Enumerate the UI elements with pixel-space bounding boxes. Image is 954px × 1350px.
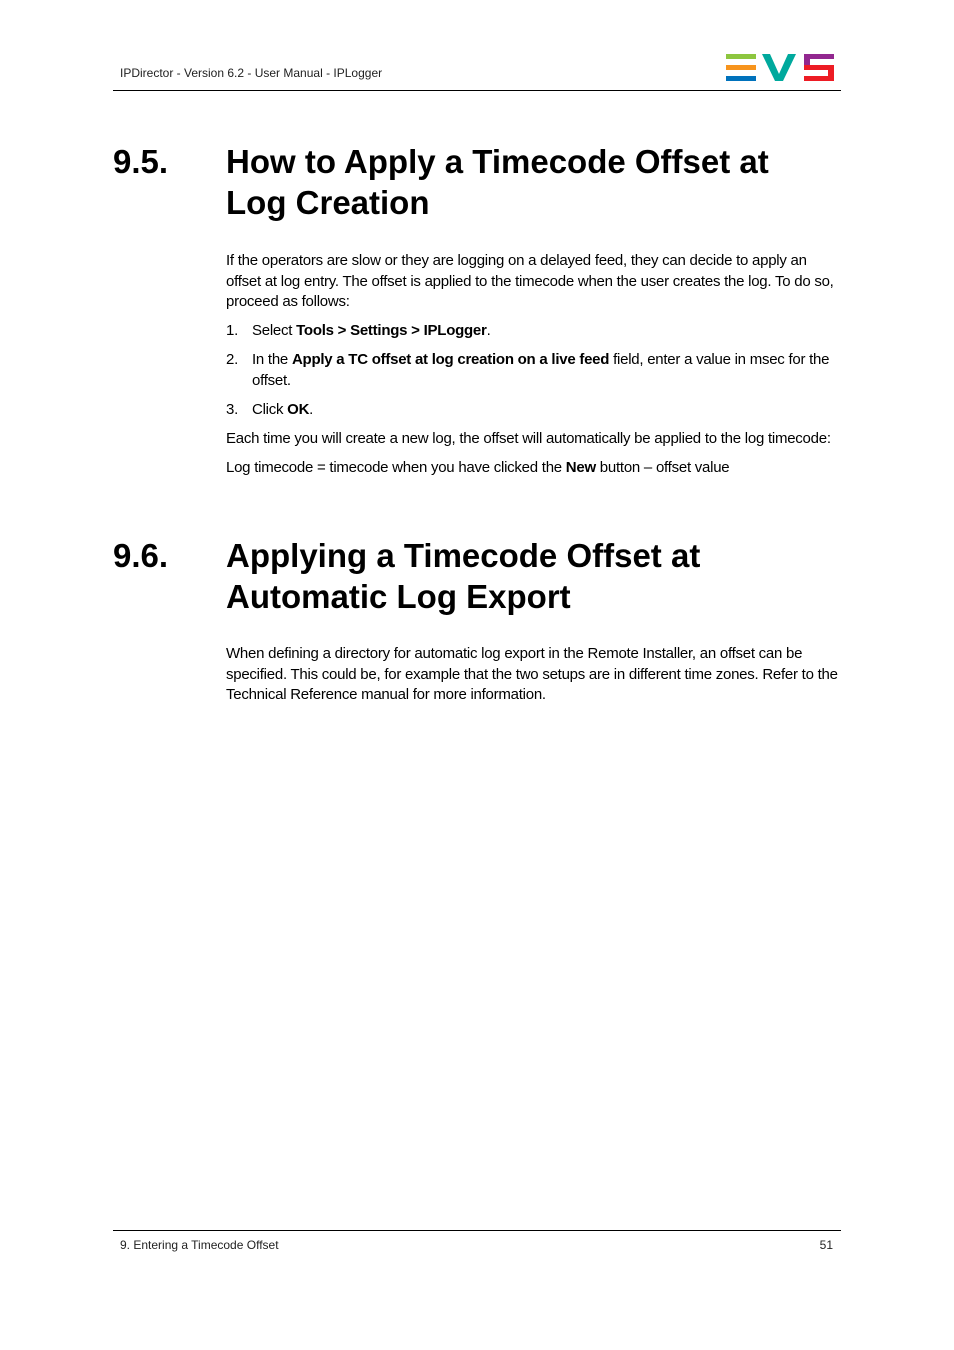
ui-path: Tools > Settings > IPLogger [296,322,487,339]
section-title [226,535,836,617]
list-item [226,400,842,421]
section-number: 9.6. [113,537,169,574]
section-title-line: Applying a Timecode Offset at [226,537,701,574]
section-body [226,251,842,487]
running-header: IPDirector - Version 6.2 - User Manual - IPLogger [120,66,383,80]
footer-chapter: 9. Entering a Timecode Offset [120,1238,279,1252]
procedure-steps [226,321,842,420]
step-text: Click [252,400,288,418]
page-number: 51 [819,1238,833,1252]
footer-divider [113,1230,841,1231]
section-title [226,141,836,223]
header-divider [113,90,841,91]
step-text: Select [252,322,297,339]
formula-text: Log timecode = timecode when you have clicked the [226,458,566,476]
section-title-line: How to Apply a Timecode Offset at [226,143,769,180]
evs-logo [726,54,834,82]
step-text: field, enter a value in msec for the offset. [252,351,830,389]
step-number: 1. [226,322,239,339]
formula-paragraph [226,458,842,479]
step-text: . [486,322,491,339]
step-number: 2. [226,351,239,368]
section-title-line: Automatic Log Export [226,578,571,615]
button-name: OK [287,400,310,418]
step-number: 3. [226,400,239,418]
formula-text: button – offset value [595,458,730,476]
step-text: . [309,400,314,418]
section-body [226,644,842,714]
section-number: 9.5. [113,143,169,180]
step-text: In the [252,351,292,368]
section-title-line: Log Creation [226,184,430,221]
button-name: New [565,458,596,476]
after-paragraph: Each time you will create a new log, the offset will automatically be applied to the log timecode: [226,429,831,447]
intro-paragraph: If the operators are slow or they are logging on a delayed feed, they can decide to apply an offset at log entry. The offset is applied to the timecode when the user creates the log. To do so, proceed as follows: [226,252,834,310]
list-item [226,350,842,391]
list-item [226,321,842,342]
body-paragraph: When defining a directory for automatic log export in the Remote Installer, an offset can be specified. This could be, for example that the two setups are in different time zones. Refer to the Technical Reference manual for more information. [226,645,838,703]
field-name: Apply a TC offset at log creation on a live feed [291,351,610,368]
